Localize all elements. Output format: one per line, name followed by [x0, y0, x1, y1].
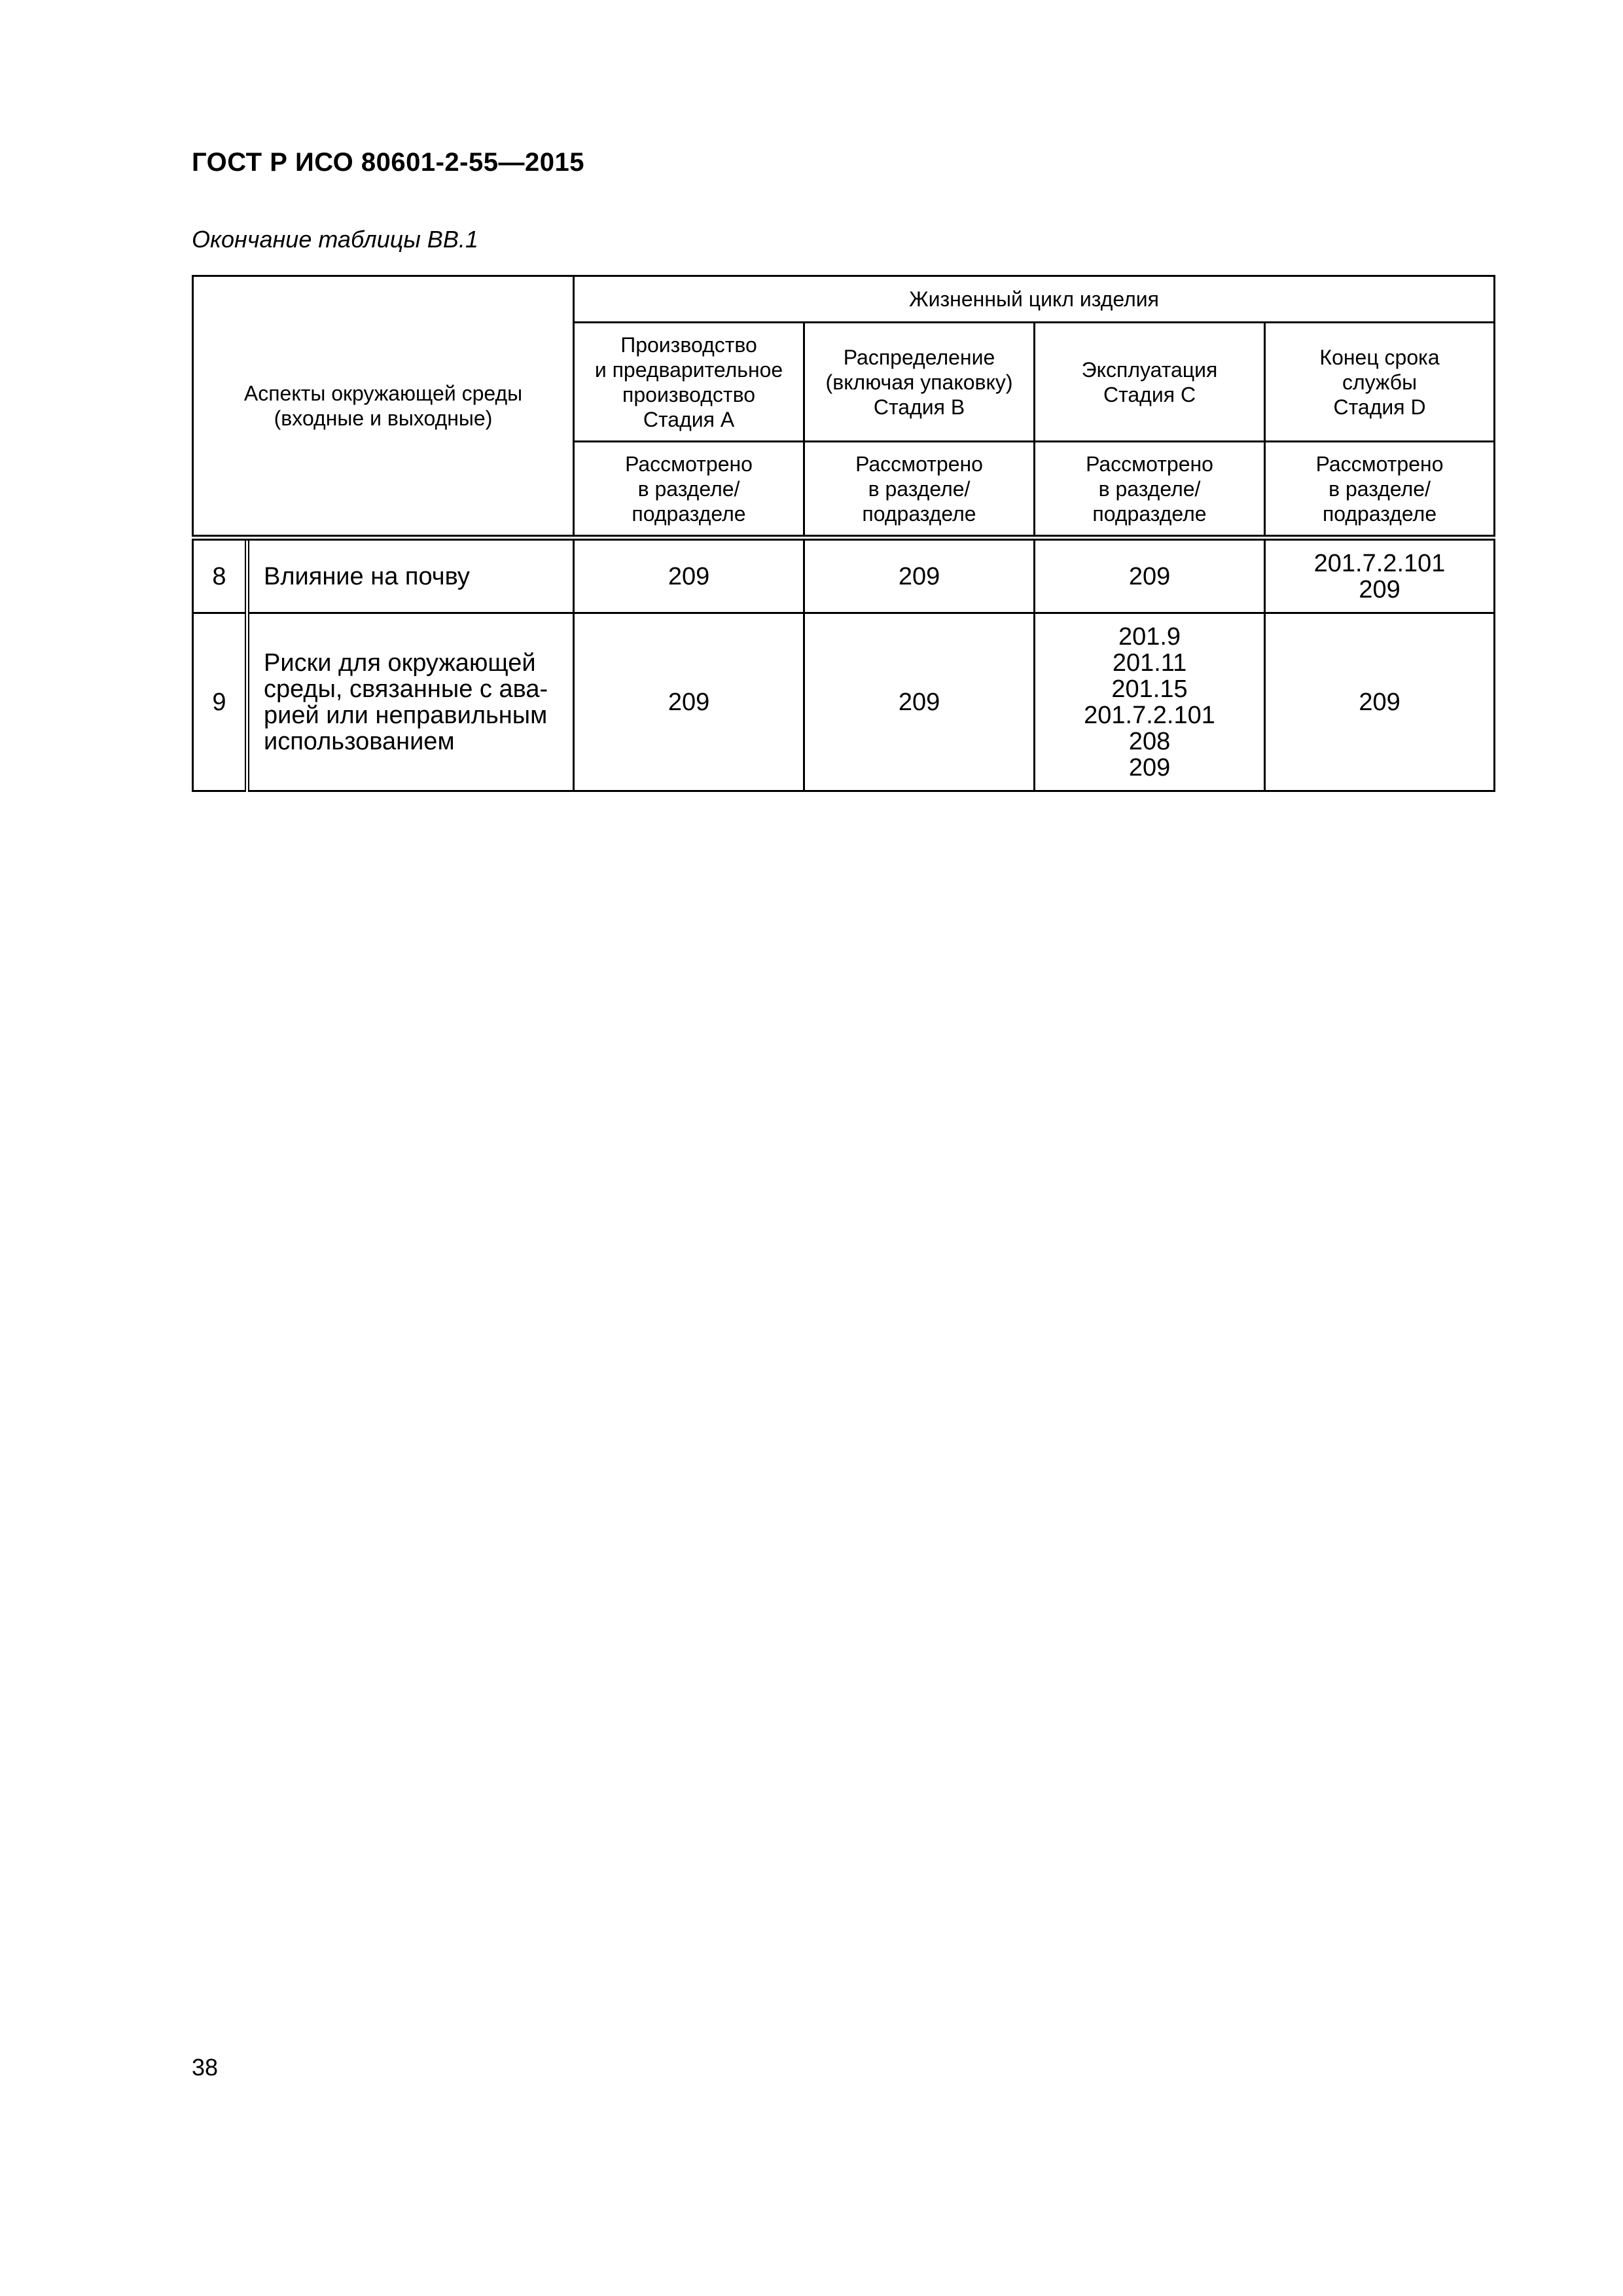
stage-a-value: 209: [574, 613, 804, 791]
aspect-name: Риски для окружающей среды, связанные с ава- рией или неправильным использованием: [247, 613, 574, 791]
stage-c-value: 209: [1035, 538, 1265, 613]
stage-a-value: 209: [574, 538, 804, 613]
stage-d-header: Конец срока службы Стадия D: [1265, 323, 1495, 442]
stage-b-header: Распределение (включая упаковку) Стадия В: [804, 323, 1035, 442]
row-number: 9: [193, 613, 247, 791]
table-row: [193, 613, 1495, 791]
document-header: ГОСТ Р ИСО 80601-2-55—2015: [192, 148, 584, 177]
stage-a-header: Производство и предварительное производство Стадия А: [574, 323, 804, 442]
stage-d-subheader: Рассмотрено в разделе/ подразделе: [1265, 442, 1495, 538]
stage-b-subheader: Рассмотрено в разделе/ подразделе: [804, 442, 1035, 538]
stage-d-value: 209: [1265, 613, 1495, 791]
stage-d-value: 201.7.2.101 209: [1265, 538, 1495, 613]
stage-a-subheader: Рассмотрено в разделе/ подразделе: [574, 442, 804, 538]
stage-c-subheader: Рассмотрено в разделе/ подразделе: [1035, 442, 1265, 538]
stage-c-header: Эксплуатация Стадия С: [1035, 323, 1265, 442]
lifecycle-header: Жизненный цикл изделия: [574, 276, 1495, 323]
aspects-header: Аспекты окружающей среды (входные и выходные): [193, 276, 574, 538]
row-number: 8: [193, 538, 247, 613]
aspect-name: Влияние на почву: [247, 538, 574, 613]
page-number: 38: [192, 2054, 219, 2081]
stage-b-value: 209: [804, 613, 1035, 791]
table-row: [193, 538, 1495, 613]
table-caption: Окончание таблицы ВВ.1: [192, 226, 478, 253]
environmental-aspects-table: [192, 275, 1495, 792]
stage-c-value: 201.9 201.11 201.15 201.7.2.101 208 209: [1035, 613, 1265, 791]
stage-b-value: 209: [804, 538, 1035, 613]
